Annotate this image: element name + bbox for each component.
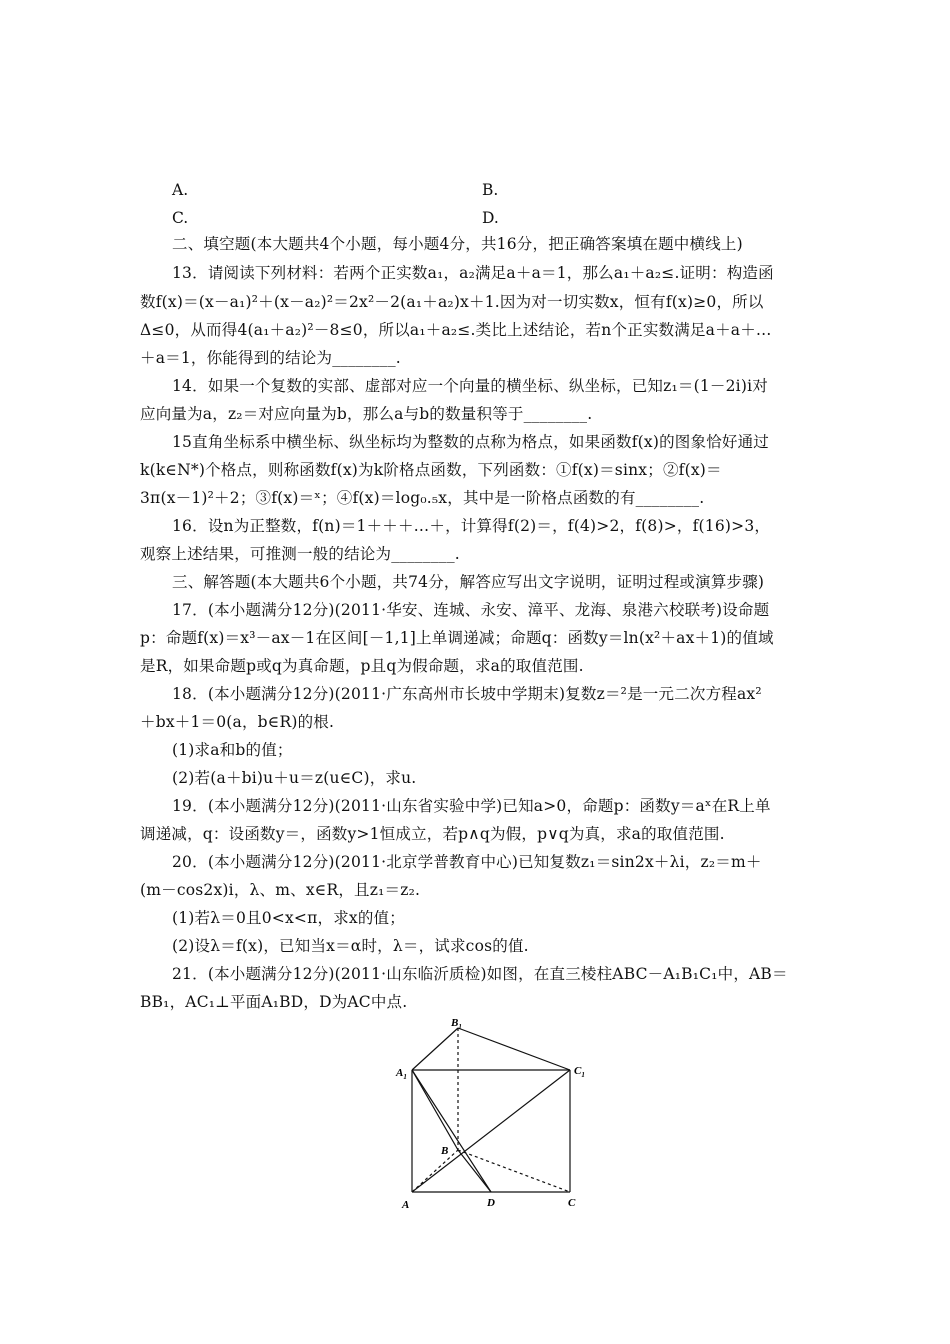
q20-line: (m－cos2x)i，λ、m、x∈R，且z₁＝z₂. — [140, 881, 421, 899]
q18-line: 18．(本小题满分12分)(2011·广东高州市长坡中学期末)复数z＝²是一元二次方程ax² — [172, 685, 762, 703]
option-c: C. — [172, 209, 189, 227]
q13-line: 13．请阅读下列材料：若两个正实数a₁，a₂满足a＋a＝1，那么a₁＋a₂≤.证明：构造函 — [172, 264, 774, 282]
q20-line: 20．(本小题满分12分)(2011·北京学普教育中心)已知复数z₁＝sin2x＋λi，z₂＝m＋ — [172, 853, 762, 871]
label-a: A — [402, 1199, 410, 1211]
q15-line: k(k∈N*)个格点，则称函数f(x)为k阶格点函数，下列函数：①f(x)＝sinx；②f(x)＝ — [140, 461, 722, 479]
q13-line: Δ≤0，从而得4(a₁＋a₂)²－8≤0，所以a₁＋a₂≤.类比上述结论，若n个正实数满足a＋a＋… — [140, 321, 772, 339]
label-b1: $B_1$ — [451, 1017, 462, 1031]
q20-part-2: (2)设λ＝f(x)，已知当x＝α时，λ＝，试求cos的值. — [172, 937, 529, 955]
q19-line: 19．(本小题满分12分)(2011·山东省实验中学)已知a>0，命题p：函数y＝aˣ在R上单 — [172, 797, 771, 815]
q17-line: 是R，如果命题p或q为真命题，p且q为假命题，求a的取值范围. — [140, 657, 584, 675]
label-c1: $C_1$ — [574, 1065, 585, 1079]
q20-part-1: (1)若λ＝0且0<x<π，求x的值； — [172, 909, 405, 927]
option-a: A. — [172, 181, 189, 199]
segment-a-c1 — [412, 1070, 570, 1192]
q15-line: 15直角坐标系中横坐标、纵坐标均为整数的点称为格点，如果函数f(x)的图象恰好通过 — [172, 433, 769, 451]
segment-a1-d — [412, 1070, 491, 1192]
edge-a-b — [412, 1150, 458, 1192]
segment-a1-b — [412, 1070, 458, 1150]
q16-line: 16．设n为正整数，f(n)＝1＋＋＋…＋，计算得f(2)＝，f(4)>2，f(8)>，f(16)>3， — [172, 517, 771, 535]
section-2-heading: 二、填空题(本大题共4个小题，每小题4分，共16分，把正确答案填在题中横线上) — [172, 235, 743, 253]
label-b: B — [441, 1145, 449, 1157]
q21-line: 21．(本小题满分12分)(2011·山东临沂质检)如图，在直三棱柱ABC－A₁B₁C₁中，AB＝ — [172, 965, 788, 983]
q16-line: 观察上述结果，可推测一般的结论为________. — [140, 545, 460, 563]
q14-line: 应向量为a，z₂＝对应向量为b，那么a与b的数量积等于________. — [140, 405, 593, 423]
q17-line: p：命题f(x)＝x³－ax－1在区间[－1,1]上单调递减；命题q：函数y＝ln(x²＋ax＋1)的值域 — [140, 629, 774, 647]
q15-line: 3π(x－1)²＋2；③f(x)＝ˣ；④f(x)＝log₀.₅x，其中是一阶格点函数的有________. — [140, 489, 705, 507]
q13-line: 数f(x)＝(x－a₁)²＋(x－a₂)²＝2x²－2(a₁＋a₂)x＋1.因为对一切实数x，恒有f(x)≥0，所以 — [140, 293, 764, 311]
option-b: B. — [482, 181, 499, 199]
q18-part-2: (2)若(a＋bi)u＋u＝z(u∈C)，求u. — [172, 769, 417, 787]
label-c: C — [568, 1197, 576, 1209]
section-3-heading: 三、解答题(本大题共6个小题，共74分，解答应写出文字说明，证明过程或演算步骤) — [172, 573, 765, 591]
segment-b-d — [458, 1150, 491, 1192]
label-d: D — [487, 1197, 495, 1209]
q17-line: 17．(本小题满分12分)(2011·华安、连城、永安、漳平、龙海、泉港六校联考)设命题 — [172, 601, 770, 619]
q14-line: 14．如果一个复数的实部、虚部对应一个向量的横坐标、纵坐标，已知z₁＝(1－2i)i对 — [172, 377, 768, 395]
q18-line: ＋bx＋1＝0(a，b∈R)的根. — [140, 713, 335, 731]
edge-b1-c1 — [458, 1028, 570, 1070]
q21-line: BB₁，AC₁⊥平面A₁BD，D为AC中点. — [140, 993, 408, 1011]
q19-line: 调递减，q：设函数y＝，函数y>1恒成立，若p∧q为假，p∨q为真，求a的取值范围. — [140, 825, 725, 843]
edge-a1-b1 — [412, 1028, 458, 1070]
q13-line: ＋a＝1，你能得到的结论为________. — [140, 349, 401, 367]
option-d: D. — [482, 209, 499, 227]
q18-part-1: (1)求a和b的值； — [172, 741, 293, 759]
prism-figure — [390, 1010, 600, 1215]
label-a1: $A_1$ — [396, 1067, 407, 1081]
